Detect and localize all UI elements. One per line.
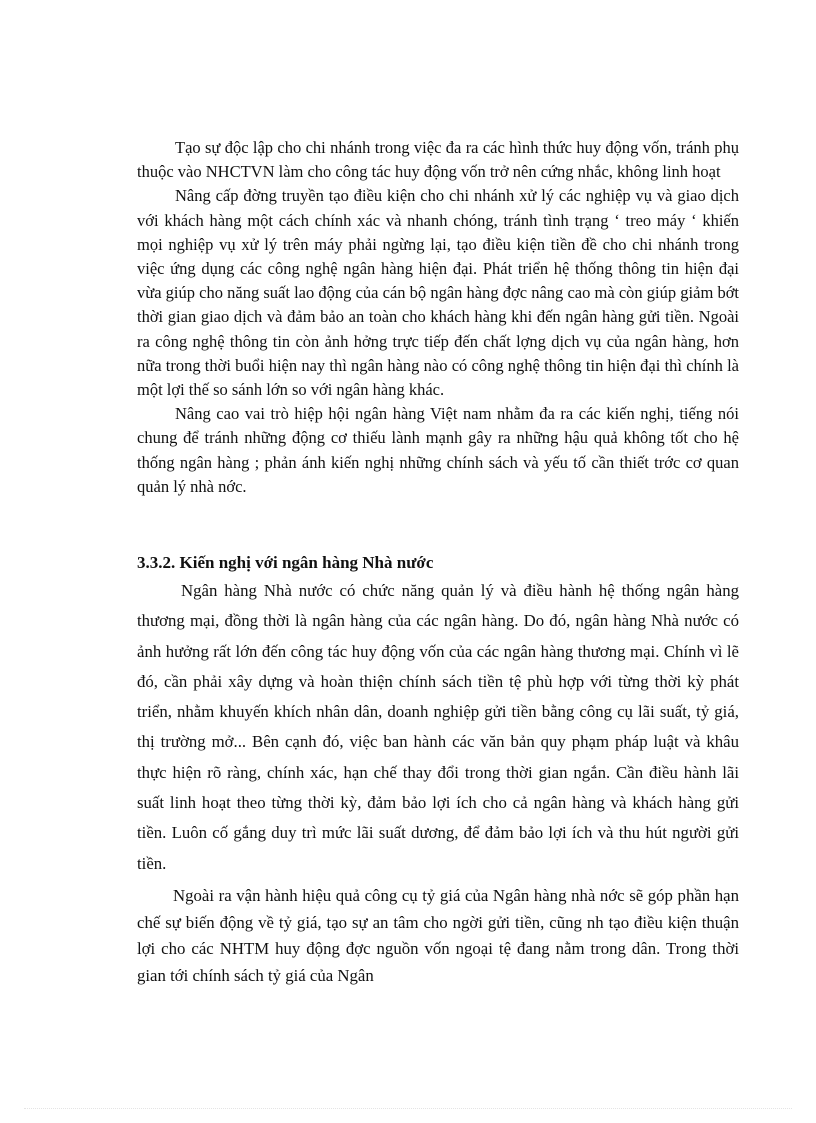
paragraph: Tạo sự độc lập cho chi nhánh trong việc đa ra các hình thức huy động vốn, tránh phụ thuộc vào NHCTVN làm cho công tác huy động vốn trở nên cứng nhắc, không linh hoạt — [137, 138, 739, 182]
paragraph: Ngoài ra vận hành hiệu quả công cụ tỷ giá của Ngân hàng nhà nớc sẽ góp phần hạn chế sự biến động về tỷ giá, tạo sự an tâm cho ngời gửi tiền, cũng nh tạo điều kiện thuận lợi cho các NHTM huy động đợc nguồn vốn ngoại tệ đang nằm trong dân. Trong thời gian tới chính sách tỷ giá của Ngân — [137, 886, 739, 985]
paragraph: Nâng cấp đờng truyền tạo điều kiện cho chi nhánh xử lý các nghiệp vụ và giao dịch với khách hàng một cách chính xác và nhanh chóng, tránh tình trạng ‘ treo máy ‘ khiến mọi nghiệp vụ xử lý trên máy phải ngừng lại, tạo điều kiện tiền đề cho chi nhánh trong việc ứng dụng các công nghệ ngân hàng hiện đại. Phát triển hệ thống thông tin hiện đại vừa giúp cho năng suất lao động của cán bộ ngân hàng đợc nâng cao mà còn giúp giảm bớt thời gian giao dịch và đảm bảo an toàn cho khách hàng khi đến ngân hàng gửi tiền. Ngoài ra công nghệ thông tin còn ảnh hởng trực tiếp đến chất lợng dịch vụ của ngân hàng, hơn nữa trong thời buổi hiện nay thì ngân hàng nào có công nghệ thông tin hiện đại thì chính là một lợi thế so sánh lớn so với ngân hàng khác. — [137, 186, 739, 400]
text-block-bottom — [137, 883, 739, 989]
paragraph: Nâng cao vai trò hiệp hội ngân hàng Việt nam nhằm đa ra các kiến nghị, tiếng nói chung để tránh những động cơ thiếu lành mạnh gây ra những hậu quả không tốt cho hệ thống ngân hàng ; phản ánh kiến nghị những chính sách và yếu tố cần thiết trớc cơ quan quản lý nhà nớc. — [137, 404, 739, 496]
page-bottom-divider — [24, 1108, 792, 1109]
section-heading: 3.3.2. Kiến nghị với ngân hàng Nhà nước — [137, 553, 434, 572]
text-block-middle — [137, 576, 739, 879]
paragraph: Ngân hàng Nhà nước có chức năng quản lý và điều hành hệ thống ngân hàng thương mại, đồng thời là ngân hàng của các ngân hàng. Do đó, ngân hàng Nhà nước có ảnh hưởng rất lớn đến công tác huy động vốn của các ngân hàng thương mại. Chính vì lẽ đó, cần phải xây dựng và hoàn thiện chính sách tiền tệ phù hợp với từng thời kỳ phát triển, nhằm khuyến khích nhân dân, doanh nghiệp gửi tiền bằng công cụ lãi suất, tỷ giá, thị trường mở... Bên cạnh đó, việc ban hành các văn bản quy phạm pháp luật và khâu thực hiện rõ ràng, chính xác, hạn chế thay đổi trong thời gian ngắn. Cần điều hành lãi suất linh hoạt theo từng thời kỳ, đảm bảo lợi ích cho cả ngân hàng và khách hàng gửi tiền. Luôn cố gắng duy trì mức lãi suất dương, để đảm bảo lợi ích và thu hút người gửi tiền. — [137, 581, 739, 873]
text-block-top — [137, 136, 739, 499]
